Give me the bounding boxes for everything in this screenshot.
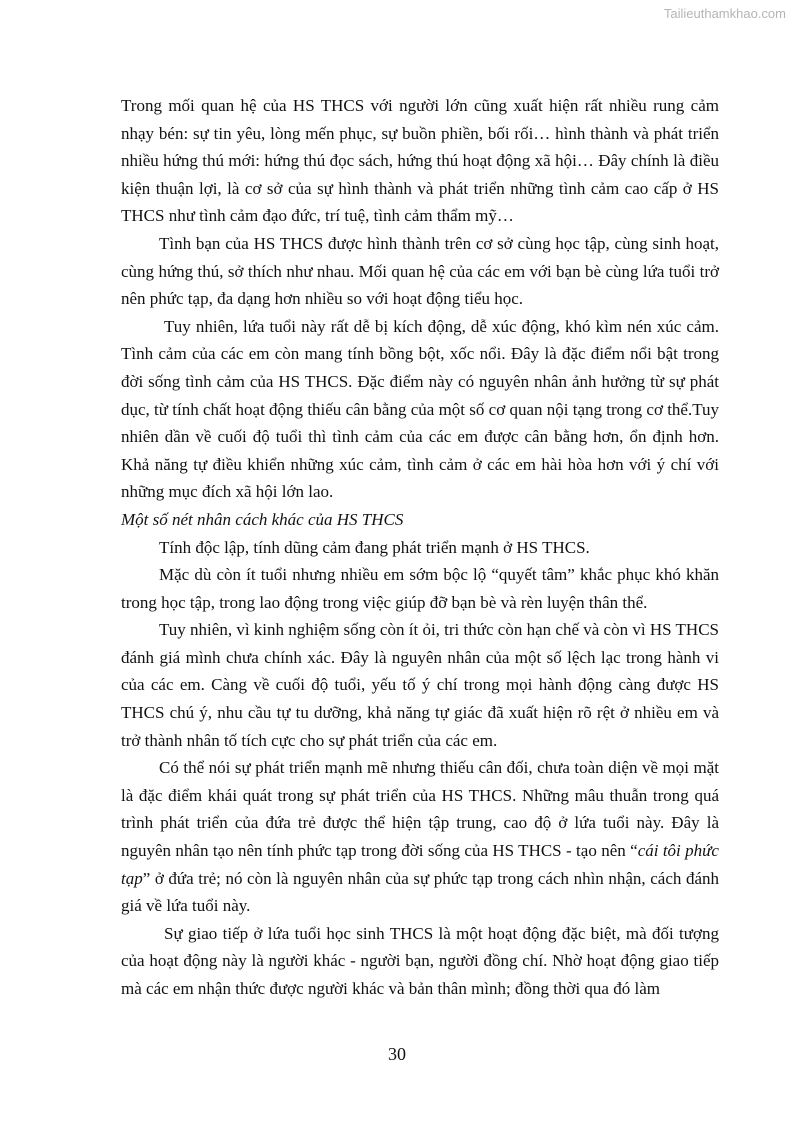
paragraph: Sự giao tiếp ở lứa tuổi học sinh THCS là một hoạt động đặc biệt, mà đối tượng của hoạt động này là người khác - người bạn, người đồng chí. Nhờ hoạt động giao tiếp mà các em nhận thức được người khác và bản thân mình; đồng thời qua đó làm [121,923,719,998]
paragraph: Trong mối quan hệ của HS THCS với người lớn cũng xuất hiện rất nhiều rung cảm nhạy bén: sự tin yêu, lòng mến phục, sự buồn phiền, bối rối… hình thành và phát triển nhiều hứng thú mới: hứng thú đọc sách, hứng thú hoạt động xã hội… Đây chính là điều kiện thuận lợi, là cơ sở của sự hình thành và phát triển những tình cảm cao cấp ở HS THCS như tình cảm đạo đức, trí tuệ, tình cảm thẩm mỹ… [121,96,719,226]
watermark: Tailieuthamkhao.com [663,6,786,21]
paragraph-text: ” ở đứa trẻ; nó còn là nguyên nhân của sự phức tạp trong cách nhìn nhận, cách đánh giá về lứa tuổi này. [121,868,719,916]
paragraph [121,754,719,920]
paragraph: Tính độc lập, tính dũng cảm đang phát triển mạnh ở HS THCS. [159,537,590,557]
italic-phrase: cái tôi phức tạp [121,841,719,888]
paragraph: Mặc dù còn ít tuổi nhưng nhiều em sớm bộc lộ “quyết tâm” khắc phục khó khăn trong học tập, trong lao động trong việc giúp đỡ bạn bè và rèn luyện thân thể. [121,565,719,612]
document-body [121,92,719,1003]
paragraph: Tuy nhiên, vì kinh nghiệm sống còn ít ỏi, tri thức còn hạn chế và còn vì HS THCS đánh giá mình chưa chính xác. Đây là nguyên nhân của một số lệch lạc trong hành vi của các em. Càng về cuối độ tuổi, yếu tố ý chí trong mọi hành động càng được HS THCS chú ý, nhu cầu tự tu dưỡng, khả năng tự giác đã xuất hiện rõ rệt ở nhiều em và trở thành nhân tố tích cực cho sự phát triển của các em. [121,620,719,750]
paragraph: Tình bạn của HS THCS được hình thành trên cơ sở cùng học tập, cùng sinh hoạt, cùng hứng thú, sở thích như nhau. Mối quan hệ của các em với bạn bè cùng lứa tuổi trở nên phức tạp, đa dạng hơn nhiều so với hoạt động tiểu học. [121,233,719,309]
page-number: 30 [388,1044,406,1064]
paragraph-text: Có thể nói sự phát triển mạnh mẽ nhưng thiếu cân đối, chưa toàn diện về mọi mặt là đặc điểm khái quát trong sự phát triển của HS THCS. Những mâu thuẫn trong quá trình phát triển của đứa trẻ được thể hiện tập trung, cao độ ở lứa tuổi này. Đây là nguyên nhân tạo nên tính phức tạp trong đời sống của HS THCS - tạo nên “ [121,758,719,861]
paragraph: Tuy nhiên, lứa tuổi này rất dễ bị kích động, dễ xúc động, khó kìm nén xúc cảm. Tình cảm của các em còn mang tính bồng bột, xốc nổi. Đây là đặc điểm nổi bật trong đời sống tình cảm của HS THCS. Đặc điểm này có nguyên nhân ảnh hưởng từ sự phát dục, từ tính chất hoạt động thiếu cân bằng của một số cơ quan nội tạng trong cơ thể.Tuy nhiên dần về cuối độ tuổi thì tình cảm của các em được cân bằng hơn, ổn định hơn. Khả năng tự điều khiển những xúc cảm, tình cảm ở các em hài hòa hơn với ý chí với những mục đích xã hội lớn lao. [121,316,719,502]
section-heading: Một số nét nhân cách khác của HS THCS [121,509,404,529]
